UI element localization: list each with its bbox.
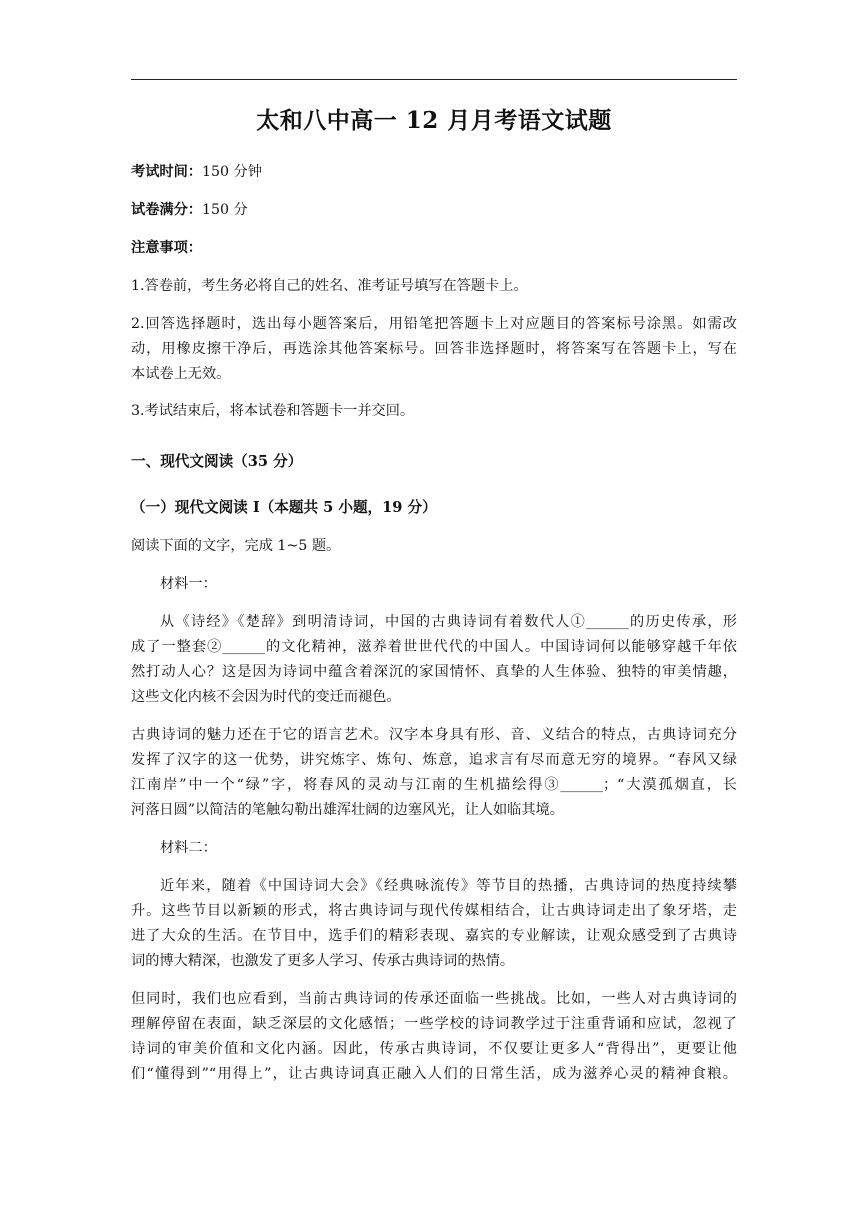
material-one-label: 材料一：: [160, 576, 217, 592]
notice-item: 本试卷上无效。: [131, 366, 231, 382]
material-one-text: 古典诗词的魅力还在于它的语言艺术。汉字本身具有形、音、义结合的特点，古典诗词充分: [131, 727, 737, 743]
material-one-text: 江南岸”中一个“绿”字，将春风的灵动与江南的生机描绘得③______；“大漠孤烟直，长: [131, 777, 737, 793]
notice-item: 动，用橡皮擦干净后，再选涂其他答案标号。回答非选择题时，将答案写在答题卡上，写在: [131, 341, 737, 357]
material-one-text: 成了一整套②______的文化精神，滋养着世世代代的中国人。中国诗词何以能够穿越千年依: [131, 639, 737, 655]
material-two-text: 进了大众的生活。在节目中，选手们的精彩表现、嘉宾的专业解读，让观众感受到了古典诗: [131, 928, 737, 944]
exam-score: [131, 200, 737, 220]
exam-score-value: 150 分: [201, 202, 248, 218]
material-one-text: 然打动人心？这是因为诗词中蕴含着深沉的家国情怀、真挚的人生体验、独特的审美情趣，: [131, 664, 737, 680]
material-two-text: 诗词的审美价值和文化内涵。因此，传承古典诗词，不仅要让更多人“背得出”，更要让他: [131, 1041, 737, 1057]
header-rule: [131, 79, 737, 80]
material-two-text: 理解停留在表面，缺乏深层的文化感悟；一些学校的诗词教学过于注重背诵和应试，忽视了: [131, 1016, 737, 1032]
exam-time-label: 考试时间：: [131, 164, 202, 180]
subsection-heading: （一）现代文阅读 I（本题共 5 小题，19 分）: [131, 499, 437, 516]
notice-item: 3.考试结束后，将本试卷和答题卡一并交回。: [131, 403, 415, 419]
material-two-text: 近年来，随着《中国诗词大会》《经典咏流传》等节目的热播，古典诗词的热度持续攀: [160, 878, 737, 894]
material-two-text: 们“懂得到”“用得上”，让古典诗词真正融入人们的日常生活，成为滋养心灵的精神食粮。: [131, 1066, 737, 1082]
notice-item: 2.回答选择题时，选出每小题答案后，用铅笔把答题卡上对应题目的答案标号涂黑。如需改: [131, 316, 737, 332]
material-one-text: 从《诗经》《楚辞》到明清诗词，中国的古典诗词有着数代人①______的历史传承，形: [160, 614, 737, 630]
material-two-text: 升。这些节目以新颖的形式，将古典诗词与现代传媒相结合，让古典诗词走出了象牙塔，走: [131, 903, 737, 919]
material-one-text: 河落日圆”以简洁的笔触勾勒出雄浑壮阔的边塞风光，让人如临其境。: [131, 802, 564, 818]
notice-item: 1.答卷前，考生务必将自己的姓名、准考证号填写在答题卡上。: [131, 278, 528, 294]
exam-title: 太和八中高一 12 月月考语文试题: [256, 107, 612, 134]
material-two-text: 词的博大精深，也激发了更多人学习、传承古典诗词的热情。: [131, 953, 515, 969]
material-two-label: 材料二：: [160, 840, 217, 856]
material-one-text: 这些文化内核不会因为时代的变迁而褪色。: [131, 689, 401, 705]
exam-score-label: 试卷满分：: [131, 202, 202, 218]
section-heading: 一、现代文阅读（35 分）: [131, 453, 303, 470]
exam-time: [131, 162, 737, 182]
material-one-text: 发挥了汉字的这一优势，讲究炼字、炼句、炼意，追求言有尽而意无穷的境界。“春风又绿: [131, 752, 737, 768]
exam-time-value: 150 分钟: [201, 164, 262, 180]
material-two-text: 但同时，我们也应看到，当前古典诗词的传承还面临一些挑战。比如，一些人对古典诗词的: [131, 991, 737, 1007]
reading-instruction: 阅读下面的文字，完成 1~5 题。: [131, 538, 341, 554]
notice-label: 注意事项：: [131, 240, 202, 256]
